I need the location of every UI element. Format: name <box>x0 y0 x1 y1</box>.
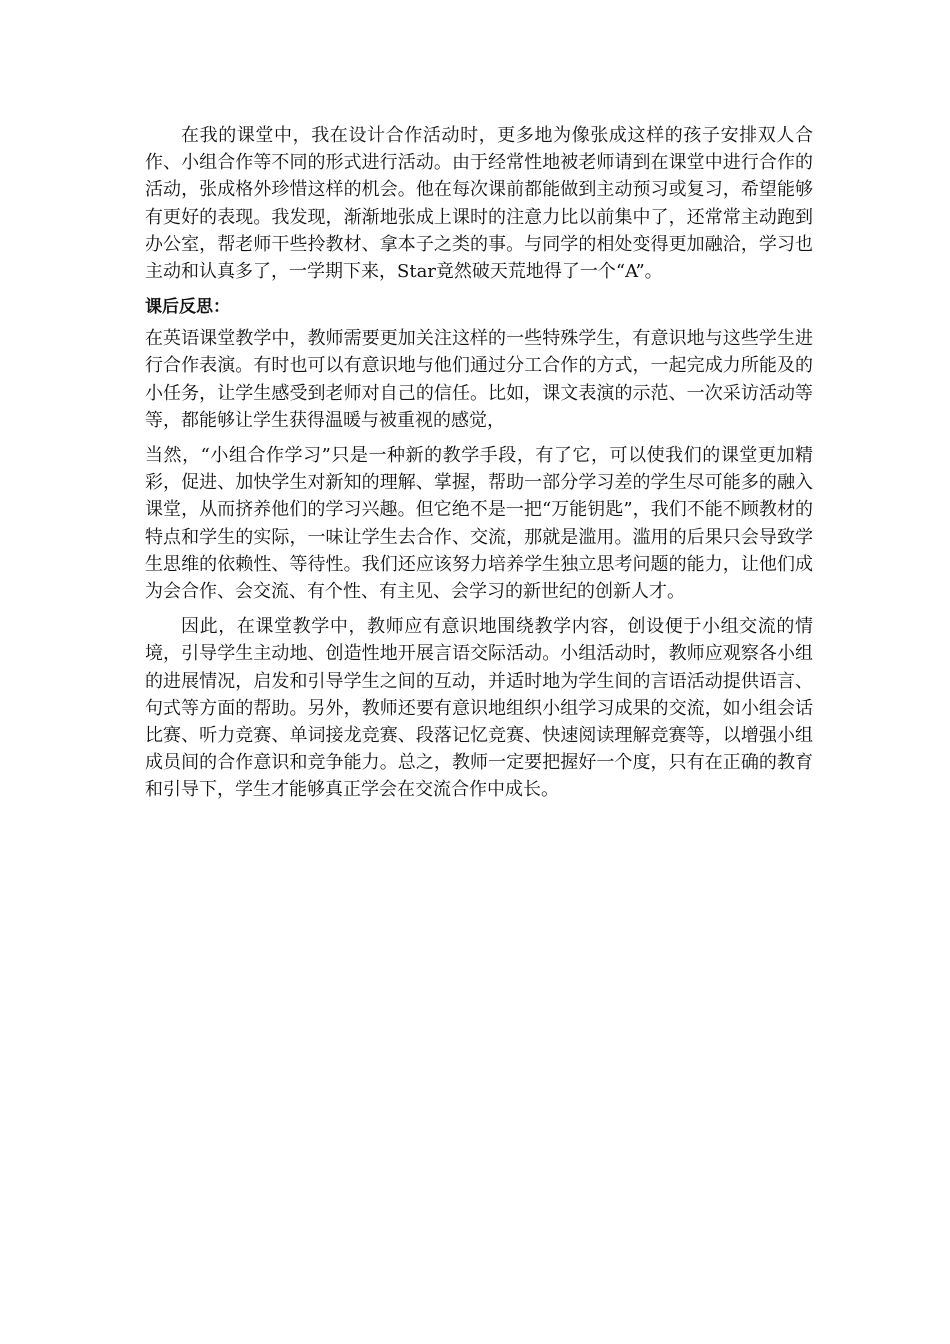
reflection-heading: 课后反思： <box>145 297 230 318</box>
reflection-paragraph-2: 当然，“小组合作学习”只是一种新的教学手段，有了它，可以使我们的课堂更加精彩，促进、加快学生对新知的理解、掌握，帮助一部分学习差的学生尽可能多的融入课堂，从而挤养他们的学习兴趣。但它绝不是一把“万能钥匙”，我们不能不顾教材的特点和学生的实际，一味让学生去合作、交流，那就是滥用。滥用的后果只会导致学生思维的依赖性、等待性。我们还应该努力培养学生独立思考问题的能力，让他们成为会合作、会交流、有个性、有主见、会学习的新世纪的创新人才。 <box>145 445 813 603</box>
reflection-paragraph-1: 在英语课堂教学中，教师需要更加关注这样的一些特殊学生，有意识地与这些学生进行合作表演。有时也可以有意识地与他们通过分工合作的方式，一起完成力所能及的小任务，让学生感受到老师对自己的信任。比如，课文表演的示范、一次采访活动等等，都能够让学生获得温暖与被重视的感觉， <box>145 328 813 431</box>
document-body <box>145 122 813 804</box>
reflection-paragraph-3: 因此，在课堂教学中，教师应有意识地围绕教学内容，创设便于小组交流的情境，引导学生主动地、创造性地开展言语交际活动。小组活动时，教师应观察各小组的进展情况，启发和引导学生之间的互动，并适时地为学生间的言语活动提供语言、句式等方面的帮助。另外，教师还要有意识地组织小组学习成果的交流，如小组会话比赛、听力竞赛、单词接龙竞赛、段落记忆竞赛、快速阅读理解竞赛等，以增强小组成员间的合作意识和竞争能力。总之，教师一定要把握好一个度，只有在正确的教育和引导下，学生才能够真正学会在交流合作中成长。 <box>145 616 813 801</box>
story-paragraph: 在我的课堂中，我在设计合作活动时，更多地为像张成这样的孩子安排双人合作、小组合作等不同的形式进行活动。由于经常性地被老师请到在课堂中进行合作的活动，张成格外珍惜这样的机会。他在每次课前都能做到主动预习或复习，希望能够有更好的表现。我发现，渐渐地张成上课时的注意力比以前集中了，还常常主动跑到办公室，帮老师干些拎教材、拿本子之类的事。与同学的相处变得更加融洽，学习也主动和认真多了，一学期下来，Star竟然破天荒地得了一个“A”。 <box>145 125 813 283</box>
